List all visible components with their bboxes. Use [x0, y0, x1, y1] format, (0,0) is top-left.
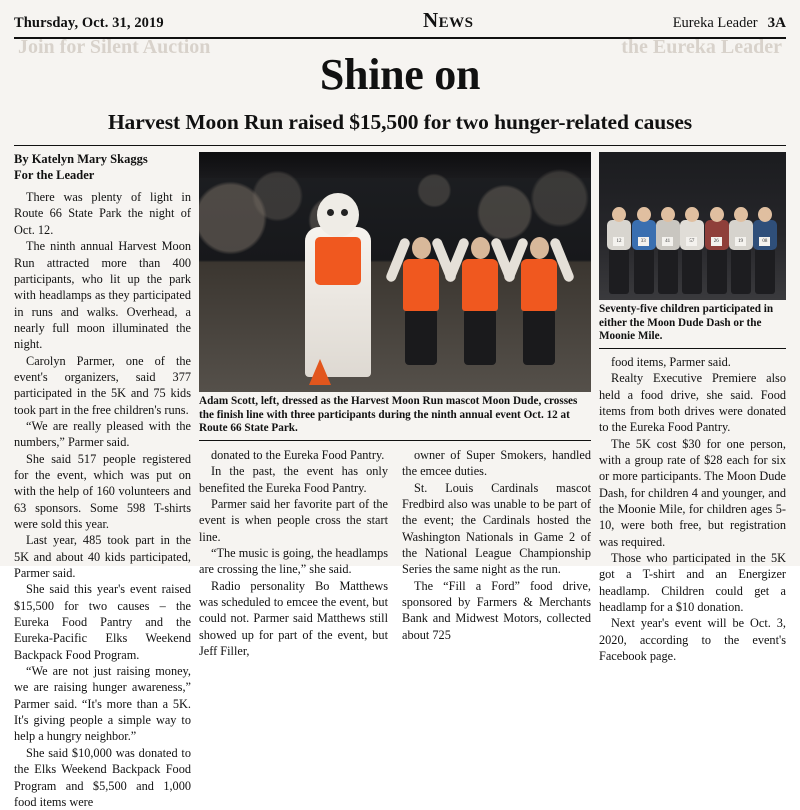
byline-author: By Katelyn Mary Skaggs [14, 151, 148, 166]
middle-text-columns [199, 447, 591, 659]
masthead-paper [673, 15, 786, 32]
masthead [14, 8, 786, 39]
column-two [199, 447, 395, 659]
paragraph: Those who participated in the 5K got a T-shirt and an Energizer headlamp. Children could get a headlamp for a $10 donation. [599, 550, 786, 614]
masthead-section: News [422, 8, 474, 32]
paragraph: There was plenty of light in Route 66 State Park the night of Oct. 12. [14, 190, 191, 237]
article-body [14, 151, 786, 809]
masthead-paper-name: Eureka Leader [672, 15, 758, 31]
paragraph: Realty Executive Premiere also held a food drive, she said. Food items from both drives were donated to the Eureka Food Pantry. [599, 371, 786, 435]
masthead-date: Thursday, Oct. 31, 2019 [14, 15, 164, 31]
right-photo: 12 33 41 57 26 19 08 [599, 152, 786, 300]
paragraph: In the past, the event has only benefited the Eureka Food Pantry. [199, 464, 388, 495]
caption-divider [599, 348, 786, 349]
paragraph: Last year, 485 took part in the 5K and about 40 kids participated, Parmer said. [14, 533, 191, 581]
runner-figure [395, 223, 447, 373]
traffic-cone [309, 359, 331, 385]
paragraph: Radio personality Bo Matthews was scheduled to emcee the event, but could not. Parmer said Matthews still showed up for part of the event, but Jeff Filler, [199, 578, 388, 658]
paragraph: St. Louis Cardinals mascot Fredbird also was unable to be part of the event; the Cardinals hosted the Washington Nationals in Game 2 of the National League Championship Series the same night as the run. [402, 480, 591, 577]
caption-divider [199, 440, 591, 441]
right-photo-caption: Seventy-five children participated in either the Moon Dude Dash or the Moonie Mile. [599, 302, 774, 343]
paragraph: Parmer said her favorite part of the event is when people cross the start line. [199, 496, 388, 544]
byline [14, 152, 191, 183]
column-three [395, 447, 591, 659]
paragraph: She said this year's event raised $15,500 for two causes – the Eureka Food Pantry and the Eureka-Pacific Elks Weekend Backpack Food Program. [14, 582, 191, 662]
subheadline: Harvest Moon Run raised $15,500 for two hunger-related causes [107, 109, 693, 134]
paragraph: She said $10,000 was donated to the Elks Weekend Backpack Food Program and $5,500 and 1,000 food items were [14, 745, 191, 809]
paragraph: She said 517 people registered for the event, which was put on with the help of 160 volunteers and 63 sponsors. Some 598 T-shirts were sold this year. [14, 451, 191, 531]
column-one [14, 151, 199, 809]
paragraph: “We are really pleased with the numbers,” Parmer said. [14, 418, 191, 450]
paragraph: The 5K cost $30 for one person, with a group rate of $28 each for six or more participants. The Moon Dude Dash, for children 4 and younger, and the Moonie Mile, for children ages 5-10, were both free, but registration was required. [599, 436, 786, 549]
runner-figure [454, 223, 506, 373]
column-four [591, 152, 786, 664]
paragraph: The ninth annual Harvest Moon Run attracted more than 400 participants, who lit up the park with headlamps as they participated in runs and walks. Overhead, a nearly full moon illuminated the night. [14, 239, 191, 352]
headline-block [14, 50, 786, 135]
ghost-left: Join for Silent Auction [18, 36, 211, 58]
ghost-right: the Eureka Leader [621, 36, 782, 58]
paragraph: owner of Super Smokers, handled the emcee duties. [402, 447, 591, 479]
main-photo-caption: Adam Scott, left, dressed as the Harvest Moon Run mascot Moon Dude, crosses the finish line with three participants during the ninth annual event Oct. 12 at Route 66 State Park. [199, 394, 578, 435]
main-photo [199, 152, 591, 392]
mascot-figure [301, 187, 375, 377]
paragraph: “We are not just raising money, we are raising hunger awareness,” Parmer said. “It's more than a 5K. It's giving people a simple way to help a hungry neighbor.” [14, 664, 191, 744]
headline-divider [14, 145, 786, 146]
byline-outlet: For the Leader [14, 167, 95, 182]
paragraph: The “Fill a Ford” food drive, sponsored by Farmers & Merchants Bank and Midwest Motors, collected about 725 [402, 578, 591, 642]
paragraph: Carolyn Parmer, one of the event's organizers, said 377 participated in the 5K and 75 kids took part in the free children's runs. [14, 353, 191, 417]
paragraph: donated to the Eureka Food Pantry. [211, 447, 385, 462]
paragraph: “The music is going, the headlamps are crossing the line,” she said. [199, 545, 388, 577]
runner-figure [513, 223, 565, 373]
paragraph: food items, Parmer said. [611, 354, 731, 369]
page-title: Shine on [319, 50, 481, 99]
column-middle [199, 152, 591, 658]
masthead-page-number: 3A [767, 15, 786, 31]
paragraph: Next year's event will be Oct. 3, 2020, according to the event's Facebook page. [599, 616, 786, 664]
